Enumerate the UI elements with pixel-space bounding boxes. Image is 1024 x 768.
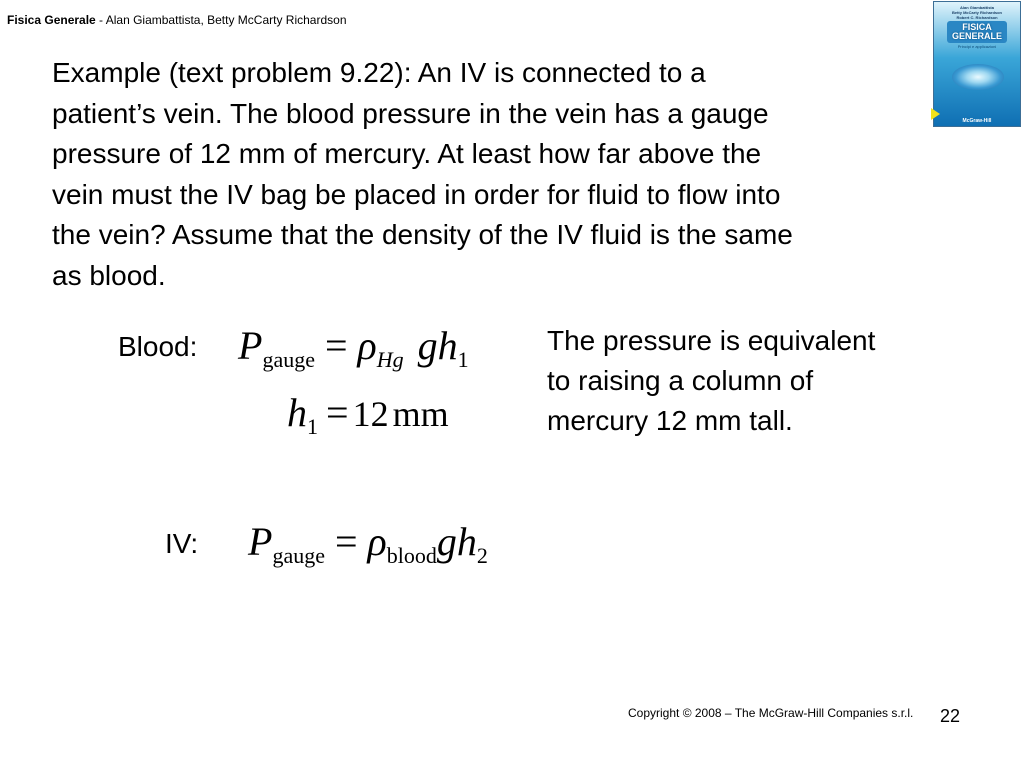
book-title: Fisica Generale <box>7 13 96 27</box>
problem-line: as blood. <box>52 259 166 291</box>
note-line: The pressure is equivalent <box>547 325 876 356</box>
cover-subtitle: Principi e applicazioni <box>957 44 997 49</box>
book-authors: Alan Giambattista, Betty McCarty Richardson <box>105 13 347 27</box>
blood-pressure-equation: Pgauge = ρHg gh1 <box>238 323 469 372</box>
iv-pressure-equation: Pgauge = ρbloodgh2 <box>248 519 488 568</box>
blood-label: Blood: <box>118 331 198 362</box>
copyright-notice: Copyright © 2008 – The McGraw-Hill Companies s.r.l. <box>628 706 914 720</box>
problem-statement <box>52 53 972 296</box>
problem-line: vein must the IV bag be placed in order for fluid to flow into <box>52 178 781 210</box>
note-line: to raising a column of <box>547 365 814 396</box>
problem-line: pressure of 12 mm of mercury. At least how far above the <box>52 138 762 169</box>
cover-title: FISICA GENERALE <box>951 22 1002 41</box>
problem-line: the vein? Assume that the density of the IV fluid is the same <box>52 219 793 250</box>
cover-authors: Alan Giambattista Betty McCarty Richardson Robert C. Richardson <box>951 5 1002 20</box>
iv-label: IV: <box>165 528 199 559</box>
problem-line: Example (text problem 9.22): An IV is connected to a <box>52 57 706 88</box>
height-mercury-equation: h1 = 12 mm <box>287 390 449 439</box>
cover-publisher: McGraw-Hill <box>962 118 992 124</box>
slide-header <box>7 13 347 27</box>
page-number: 22 <box>940 706 961 726</box>
problem-line: patient’s vein. The blood pressure in the vein has a gauge <box>52 97 769 129</box>
explanation-note <box>547 321 967 441</box>
header-separator: - <box>95 13 106 27</box>
note-line: mercury 12 mm tall. <box>547 405 793 436</box>
